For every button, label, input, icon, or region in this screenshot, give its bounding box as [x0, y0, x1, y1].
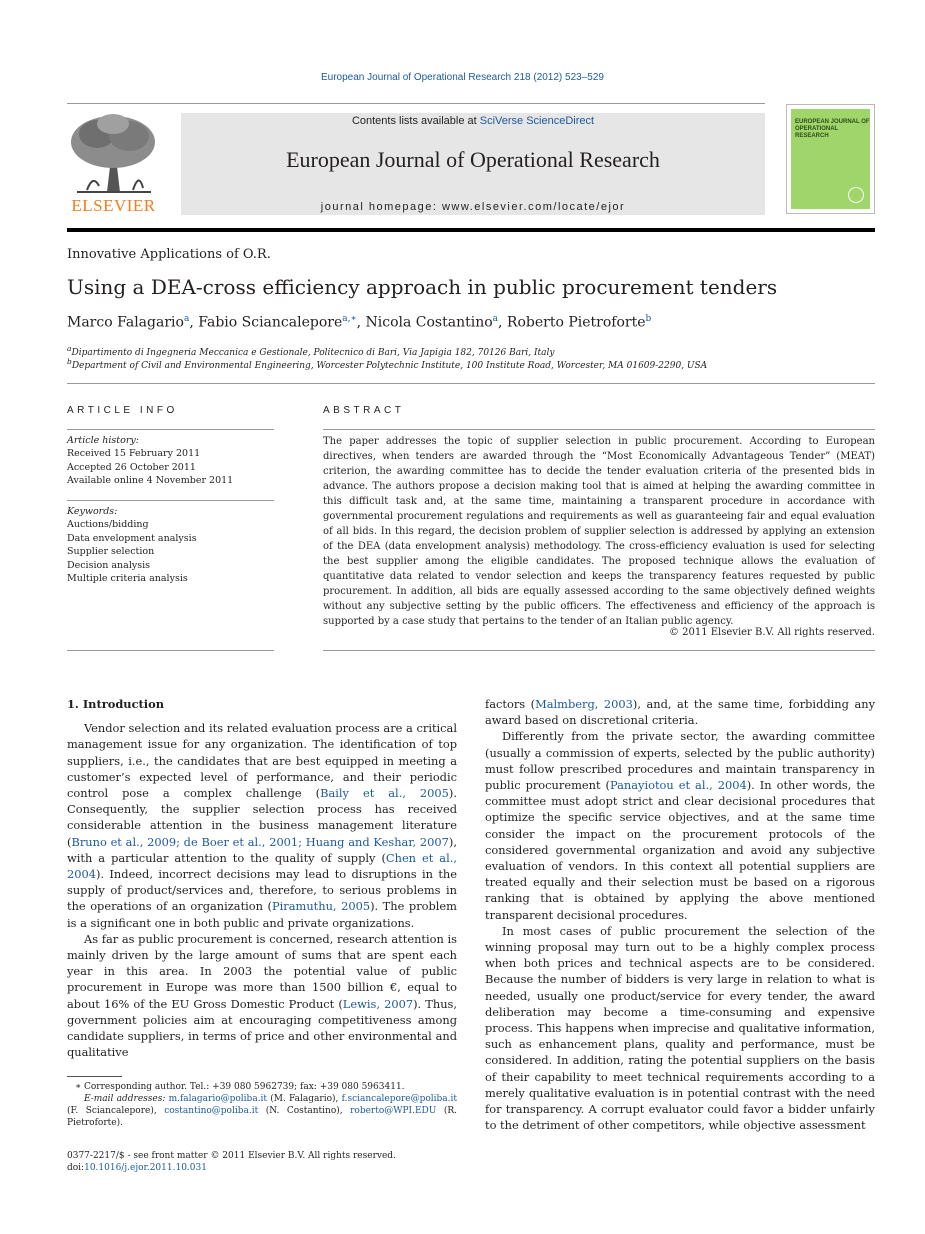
citation-link[interactable]: Piramuthu, 2005	[271, 899, 371, 914]
email-link[interactable]: costantino@poliba.it	[164, 1106, 259, 1116]
email-link[interactable]: f.sciancalepore@poliba.it	[341, 1094, 457, 1104]
keywords-block	[67, 505, 197, 585]
header-thick-rule	[67, 228, 875, 232]
keywords-label: Keywords:	[67, 506, 118, 517]
author-separator: ,	[356, 314, 366, 331]
paragraph-text: ). Indeed, incorrect decisions may lead to disruptions in the supply of product/services and, therefore, to serious problems in the operations of an organization (	[67, 867, 457, 914]
abstract-copyright: © 2011 Elsevier B.V. All rights reserved.	[668, 627, 875, 638]
history-online: Available online 4 November 2011	[67, 475, 234, 487]
paragraph-text: Vendor selection and its related evaluation process are a critical management issue for any organization. The identification of top suppliers, i.e., the candidates that are best equipped in meeting a customer’s expected level of performance, and their periodic control pose a complex challenge (	[67, 721, 457, 801]
journal-cover	[786, 104, 875, 214]
paragraph-text: In most cases of public procurement the selection of the winning proposal may turn out to be a highly complex process when both prices and technical aspects are to be considered. Because the number of bidders is very large in relation to what is needed, usually one product/service for every tender, the award deliberation may become a time-consuming and expensive process. This happens when imprecise and qualitative information, such as enhancement plans, quality and performance, must be considered. In addition, rating the potential suppliers on the basis of their capability to meet technical requirements according to a merely qualitative evaluation is in potential contrast with the need for transparency. A corrupt evaluator could favor a bidder unfairly to the detriment of other competitors, while objective assessment	[485, 923, 875, 1133]
body-left-column	[67, 696, 457, 1060]
author-affiliation-marker[interactable]: a	[183, 314, 190, 324]
author-affiliation-marker[interactable]: b	[645, 314, 652, 324]
article-history	[67, 434, 233, 488]
right-paragraphs	[485, 696, 875, 1133]
abstract-heading: ABSTRACT	[323, 405, 405, 416]
paragraph-text: As far as public procurement is concerned, research attention is mainly driven by the large amount of sums that are spent each year in this area. In 2003 the potential value of public procurement in Europe was more than 1500 billion €, equal to about 16% of the EU Gross Domestic Product (	[67, 931, 457, 1011]
author-affiliation-marker[interactable]: a,∗	[342, 314, 357, 324]
citation-link[interactable]: Baily et al., 2005	[320, 786, 449, 801]
history-received: Received 15 February 2011	[67, 448, 201, 460]
paragraph-text: Differently from the private sector, the awarding committee (usually a commission of experts, selected by the public authority) must follow prescribed procedures and maintain transparency in public procurement (	[485, 729, 875, 793]
keyword: Decision analysis	[67, 559, 151, 571]
title-divider	[67, 383, 875, 384]
paragraph-text: ). In other words, the committee must adopt strict and clear decisional procedures that optimize the specific service objectives, and at the same time consider the impact on the procurement protocols of the considered governmental organization and avoid any subjective evaluation of vendors. In this context all potential suppliers are treated equally and their selection must be based on a rigorous ranking that is obtained by applying the above mentioned transparent decisional procedures.	[485, 778, 875, 922]
keyword: Data envelopment analysis	[67, 532, 197, 544]
sciencedirect-link[interactable]: SciVerse ScienceDirect	[479, 115, 595, 127]
paragraph-text: ). Thus, government policies aim at encouraging competitiveness among candidate suppliers, in terms of price and other environmental and qualitative	[67, 996, 457, 1060]
affiliation-marker: b	[67, 357, 72, 366]
doi-label: doi:	[67, 1163, 85, 1173]
cover-seal-icon	[848, 187, 864, 203]
citation-link[interactable]: Panayiotou et al., 2004	[609, 778, 747, 793]
citation-link[interactable]: Malmberg, 2003	[535, 697, 633, 711]
body-paragraph	[485, 728, 875, 922]
running-header[interactable]: European Journal of Operational Research 218 (2012) 523–529	[321, 72, 604, 83]
abstract-bottom-rule	[323, 650, 875, 651]
footnote-rule	[67, 1076, 122, 1077]
footnote-text: (R. Pietroforte).	[67, 1106, 457, 1128]
contents-prefix: Contents lists available at	[351, 115, 480, 127]
abstract-rule	[323, 429, 875, 430]
keyword: Auctions/bidding	[67, 519, 149, 531]
footnote-text: (F. Sciancalepore),	[67, 1106, 165, 1116]
affiliation-b	[67, 357, 707, 371]
left-paragraphs	[67, 720, 457, 1060]
publisher-name: ELSEVIER	[71, 196, 156, 215]
paragraph-text: ). Consequently, the supplier selection process has received considerable attention in the business management literature (	[67, 786, 457, 849]
paper-title: Using a DEA-cross efficiency approach in public procurement tenders	[67, 275, 778, 299]
author-list	[67, 314, 651, 331]
citation-link[interactable]: Chen et al., 2004	[67, 850, 457, 882]
author-name: Nicola Costantino	[365, 314, 493, 331]
info-bottom-rule	[67, 650, 274, 651]
front-matter	[67, 1150, 457, 1174]
email-addresses	[67, 1093, 457, 1129]
body-right-column	[485, 696, 875, 1133]
journal-homepage[interactable]: journal homepage: www.elsevier.com/locate/ejor	[320, 201, 626, 213]
affiliation-text: Dipartimento di Ingegneria Meccanica e Gestionale, Politecnico di Bari, Via Japigia 182, 70126 Bari, Italy	[71, 348, 555, 358]
keyword: Multiple criteria analysis	[67, 573, 188, 585]
citation-link[interactable]: Bruno et al., 2009; de Boer et al., 2001; Huang and Keshar, 2007	[71, 834, 449, 849]
body-paragraph	[67, 931, 457, 1061]
intro-heading: 1. Introduction	[67, 697, 164, 711]
paragraph-text: ), and, at the same time, forbidding any award based on discretional criteria.	[485, 697, 876, 728]
body-paragraph	[485, 923, 875, 1134]
keywords-rule	[67, 500, 274, 501]
history-label: Article history:	[67, 435, 139, 446]
footnote-text: E-mail addresses:	[84, 1094, 169, 1104]
issn-line: 0377-2217/$ - see front matter © 2011 Elsevier B.V. All rights reserved.	[67, 1151, 396, 1161]
tree-icon	[67, 112, 160, 196]
keyword: Supplier selection	[67, 546, 155, 558]
footnote-text: (N. Costantino),	[258, 1106, 351, 1116]
author-name: Fabio Sciancalepore	[198, 314, 343, 331]
article-info-rule	[67, 429, 274, 430]
email-link[interactable]: m.falagario@poliba.it	[168, 1094, 268, 1104]
footnote	[67, 1081, 457, 1129]
contents-line	[181, 115, 765, 127]
doi-line	[67, 1162, 457, 1174]
article-info-heading: ARTICLE INFO	[67, 405, 178, 416]
email-link[interactable]: roberto@WPI.EDU	[350, 1106, 437, 1116]
citation-link[interactable]: Lewis, 2007	[342, 996, 414, 1011]
paragraph-text: factors (	[485, 697, 536, 711]
affiliation-marker: a	[67, 344, 72, 353]
affiliation-text: Department of Civil and Environmental Engineering, Worcester Polytechnic Institute, 100 Institute Road, Worcester, MA 01609-2290, USA	[71, 361, 708, 371]
body-paragraph	[67, 720, 457, 931]
section-tag: Innovative Applications of O.R.	[67, 247, 271, 262]
abstract-text: The paper addresses the topic of supplier selection in public procurement. According to European directives, when tenders are awarded through the “Most Economically Advantageous Tender” (MEAT) criterion, the awarding committee has to decide the tender evaluation criteria of the presented bids in advance. The authors propose a decision making tool that is aimed at helping the awarding committee in this difficult task and, at the same time, maintaining a transparent procedure in accordance with governmental procurement regulations and requirements as well as guaranteeing fair and equal evaluation of all bids. In this regard, the decision problem of supplier selection is addressed by applying an extension of the DEA (data envelopment analysis) methodology. The cross-efficiency evaluation is used for selecting the best supplier among the eligible candidates. The proposed technique allows the evaluation of quantitative data related to vendor selection and keeps the transparency features requested by public procurement. In addition, all bids are equally assessed according to the same objectively defined weights without any subjective setting by the public officers. The effectiveness and efficiency of the approach is supported by a case study that pertains to the tender of an Italian public agency.	[323, 436, 875, 627]
footnote-text: (M. Falagario),	[267, 1094, 342, 1104]
author-name: Marco Falagario	[67, 314, 184, 331]
doi-link[interactable]: 10.1016/j.ejor.2011.10.031	[84, 1163, 207, 1173]
header-divider	[67, 103, 765, 104]
paragraph-text: ), with a particular attention to the quality of supply (	[67, 834, 457, 865]
affiliation-a	[67, 344, 554, 358]
body-paragraph	[485, 696, 875, 728]
author-affiliation-marker[interactable]: a	[492, 314, 499, 324]
journal-title: European Journal of Operational Research	[286, 147, 660, 172]
author-name: Roberto Pietroforte	[506, 314, 646, 331]
author-separator: ,	[498, 314, 507, 331]
corresponding-author: ∗ Corresponding author. Tel.: +39 080 5962739; fax: +39 080 5963411.	[75, 1082, 405, 1092]
elsevier-logo	[67, 112, 160, 216]
cover-title: EUROPEAN JOURNAL OF OPERATIONAL RESEARCH	[795, 119, 870, 139]
history-accepted: Accepted 26 October 2011	[67, 461, 196, 473]
paragraph-text: ). The problem is a significant one in both public and private organizations.	[67, 899, 457, 930]
author-separator: ,	[189, 314, 199, 331]
